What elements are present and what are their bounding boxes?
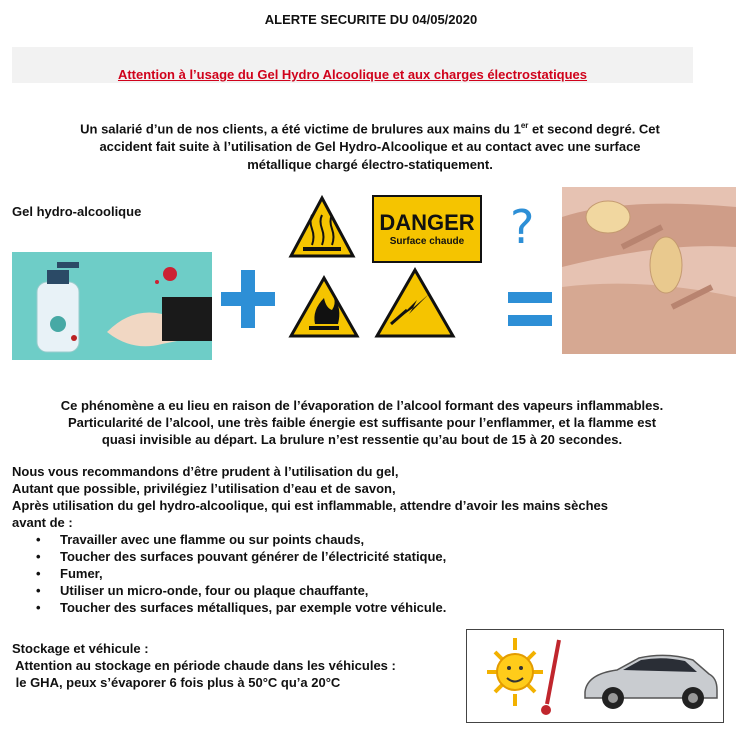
page-subtitle: Attention à l’usage du Gel Hydro Alcoolique et aux charges électrostatiques <box>117 67 588 82</box>
gel-label: Gel hydro-alcoolique <box>12 204 142 219</box>
storage-section <box>12 640 396 691</box>
intro-paragraph <box>14 117 726 174</box>
list-item: • Toucher des surfaces pouvant générer de l’électricité statique, <box>12 548 712 565</box>
list-item: • Toucher des surfaces métalliques, par exemple votre véhicule. <box>12 599 712 616</box>
thermometer-icon <box>541 640 559 715</box>
storage-line-1: Attention au stockage en période chaude dans les véhicules : <box>12 658 396 673</box>
phenomenon-paragraph <box>12 397 712 448</box>
question-mark: ? <box>510 200 535 254</box>
equals-icon <box>506 290 554 328</box>
electric-warning-icon <box>377 270 453 336</box>
reco-line-1: Nous vous recommandons d’être prudent à l’utilisation du gel, <box>12 464 399 479</box>
phenomenon-line-1: Ce phénomène a eu lieu en raison de l’évaporation de l’alcool formant des vapeurs inflammables. <box>60 398 664 413</box>
intro-line-2: accident fait suite à l’utilisation de Gel Hydro-Alcoolique et au contact avec une surface <box>99 139 641 155</box>
heat-vehicle-image-box <box>466 629 724 723</box>
intro-line-1-pre: Un salarié d’un de nos clients, a été victime de brulures aux mains du 1 <box>80 121 521 137</box>
phenomenon-line-2: Particularité de l’alcool, une très faible énergie est suffisante pour l’enflammer, et la flamme est <box>67 415 657 430</box>
list-item: • Utiliser un micro-onde, four ou plaque chauffante, <box>12 582 712 599</box>
car-image <box>585 655 717 709</box>
storage-line-2: le GHA, peux s’évaporer 6 fois plus à 50°C qu’a 20°C <box>12 675 341 690</box>
hot-surface-warning-icon <box>291 198 353 256</box>
recommendations <box>12 463 712 616</box>
storage-title: Stockage et véhicule : <box>12 641 149 656</box>
plus-icon <box>219 268 277 330</box>
reco-line-4: avant de : <box>12 515 73 530</box>
intro-line-3: métallique chargé électro-statiquement. <box>247 157 493 173</box>
danger-sign-title: DANGER <box>379 210 475 235</box>
hand-sanitizer-icon <box>12 252 212 360</box>
page-title: ALERTE SECURITE DU 04/05/2020 <box>264 12 478 27</box>
intro-superscript: er <box>520 121 529 130</box>
list-item: • Fumer, <box>12 565 712 582</box>
sun-icon <box>487 638 543 706</box>
reco-line-2: Autant que possible, privilégiez l’utilisation d’eau et de savon, <box>12 481 396 496</box>
list-item: • Travailler avec une flamme ou sur points chauds, <box>12 531 712 548</box>
warning-signs <box>287 190 487 352</box>
reco-line-3: Après utilisation du gel hydro-alcoolique, qui est inflammable, attendre d’avoir les mains sèches <box>12 498 608 513</box>
intro-line-1 <box>14 117 726 138</box>
phenomenon-line-3: quasi invisible au départ. La brulure n’est ressentie qu’au bout de 15 à 20 secondes. <box>101 432 623 447</box>
burned-hand-image <box>562 187 736 354</box>
intro-line-1-post: et second degré. Cet <box>528 121 660 137</box>
reco-bullet-list <box>12 531 712 616</box>
flammable-warning-icon <box>291 278 357 336</box>
danger-sign-subtitle: Surface chaude <box>389 236 465 247</box>
